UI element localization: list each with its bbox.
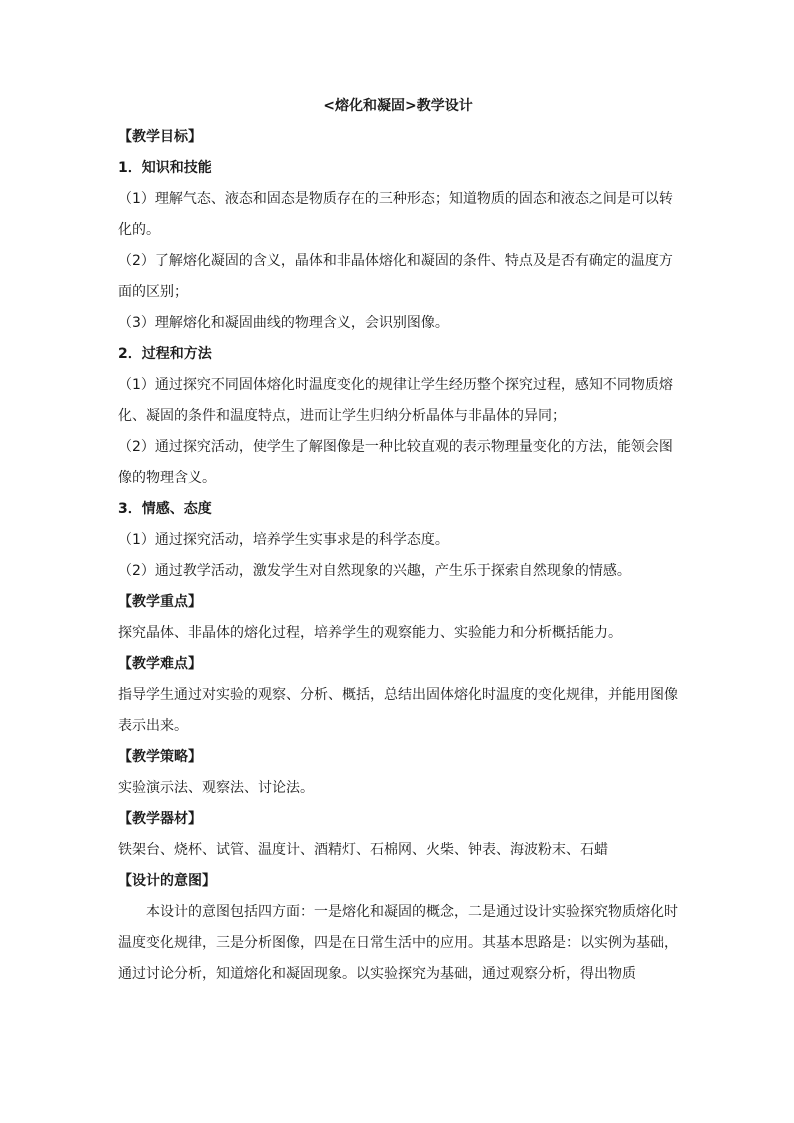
attitude-item-1: （1）通过探究活动，培养学生实事求是的科学态度。 — [118, 532, 449, 548]
document-title: <熔化和凝固>教学设计 — [323, 98, 473, 114]
strategy-text: 实验演示法、观察法、讨论法。 — [118, 780, 314, 796]
key-points-text: 探究晶体、非晶体的熔化过程，培养学生的观察能力、实验能力和分析概括能力。 — [118, 625, 622, 641]
difficulty-text: 指导学生通过对实验的观察、分析、概括，总结出固体熔化时温度的变化规律，并能用图像表示出来。 — [118, 687, 678, 734]
section-process-heading: 2．过程和方法 — [118, 346, 212, 362]
knowledge-item-3: （3）理解熔化和凝固曲线的物理含义，会识别图像。 — [118, 315, 449, 331]
attitude-item-2: （2）通过教学活动，激发学生对自然现象的兴趣，产生乐于探索自然现象的情感。 — [118, 563, 631, 579]
section-knowledge-heading: 1．知识和技能 — [118, 160, 212, 176]
strategy-heading: 【教学策略】 — [118, 749, 202, 765]
process-item-1: （1）通过探究不同固体熔化时温度变化的规律让学生经历整个探究过程，感知不同物质熔化、凝固的条件和温度特点，进而让学生归纳分析晶体与非晶体的异同； — [118, 377, 673, 424]
section-attitude-heading: 3．情感、态度 — [118, 501, 212, 517]
knowledge-item-1: （1）理解气态、液态和固态是物质存在的三种形态；知道物质的固态和液态之间是可以转化的。 — [118, 191, 673, 238]
design-intent-heading: 【设计的意图】 — [118, 873, 216, 889]
equipment-heading: 【教学器材】 — [118, 811, 202, 827]
knowledge-item-2: （2）了解熔化凝固的含义，晶体和非晶体熔化和凝固的条件、特点及是否有确定的温度方面的区别； — [118, 253, 673, 300]
objectives-heading: 【教学目标】 — [118, 129, 202, 145]
key-points-heading: 【教学重点】 — [118, 594, 202, 610]
design-intent-text: 本设计的意图包括四方面：一是熔化和凝固的概念，二是通过设计实验探究物质熔化时温度变化规律，三是分析图像，四是在日常生活中的应用。其基本思路是：以实例为基础，通过讨论分析，知道熔化和凝固现象。以实验探究为基础，通过观察分析，得出物质 — [118, 904, 678, 982]
document-content — [118, 96, 678, 990]
equipment-text: 铁架台、烧杯、试管、温度计、酒精灯、石棉网、火柴、钟表、海波粉末、石蜡 — [118, 842, 608, 858]
difficulty-heading: 【教学难点】 — [118, 656, 202, 672]
process-item-2: （2）通过探究活动，使学生了解图像是一种比较直观的表示物理量变化的方法，能领会图像的物理含义。 — [118, 439, 673, 486]
